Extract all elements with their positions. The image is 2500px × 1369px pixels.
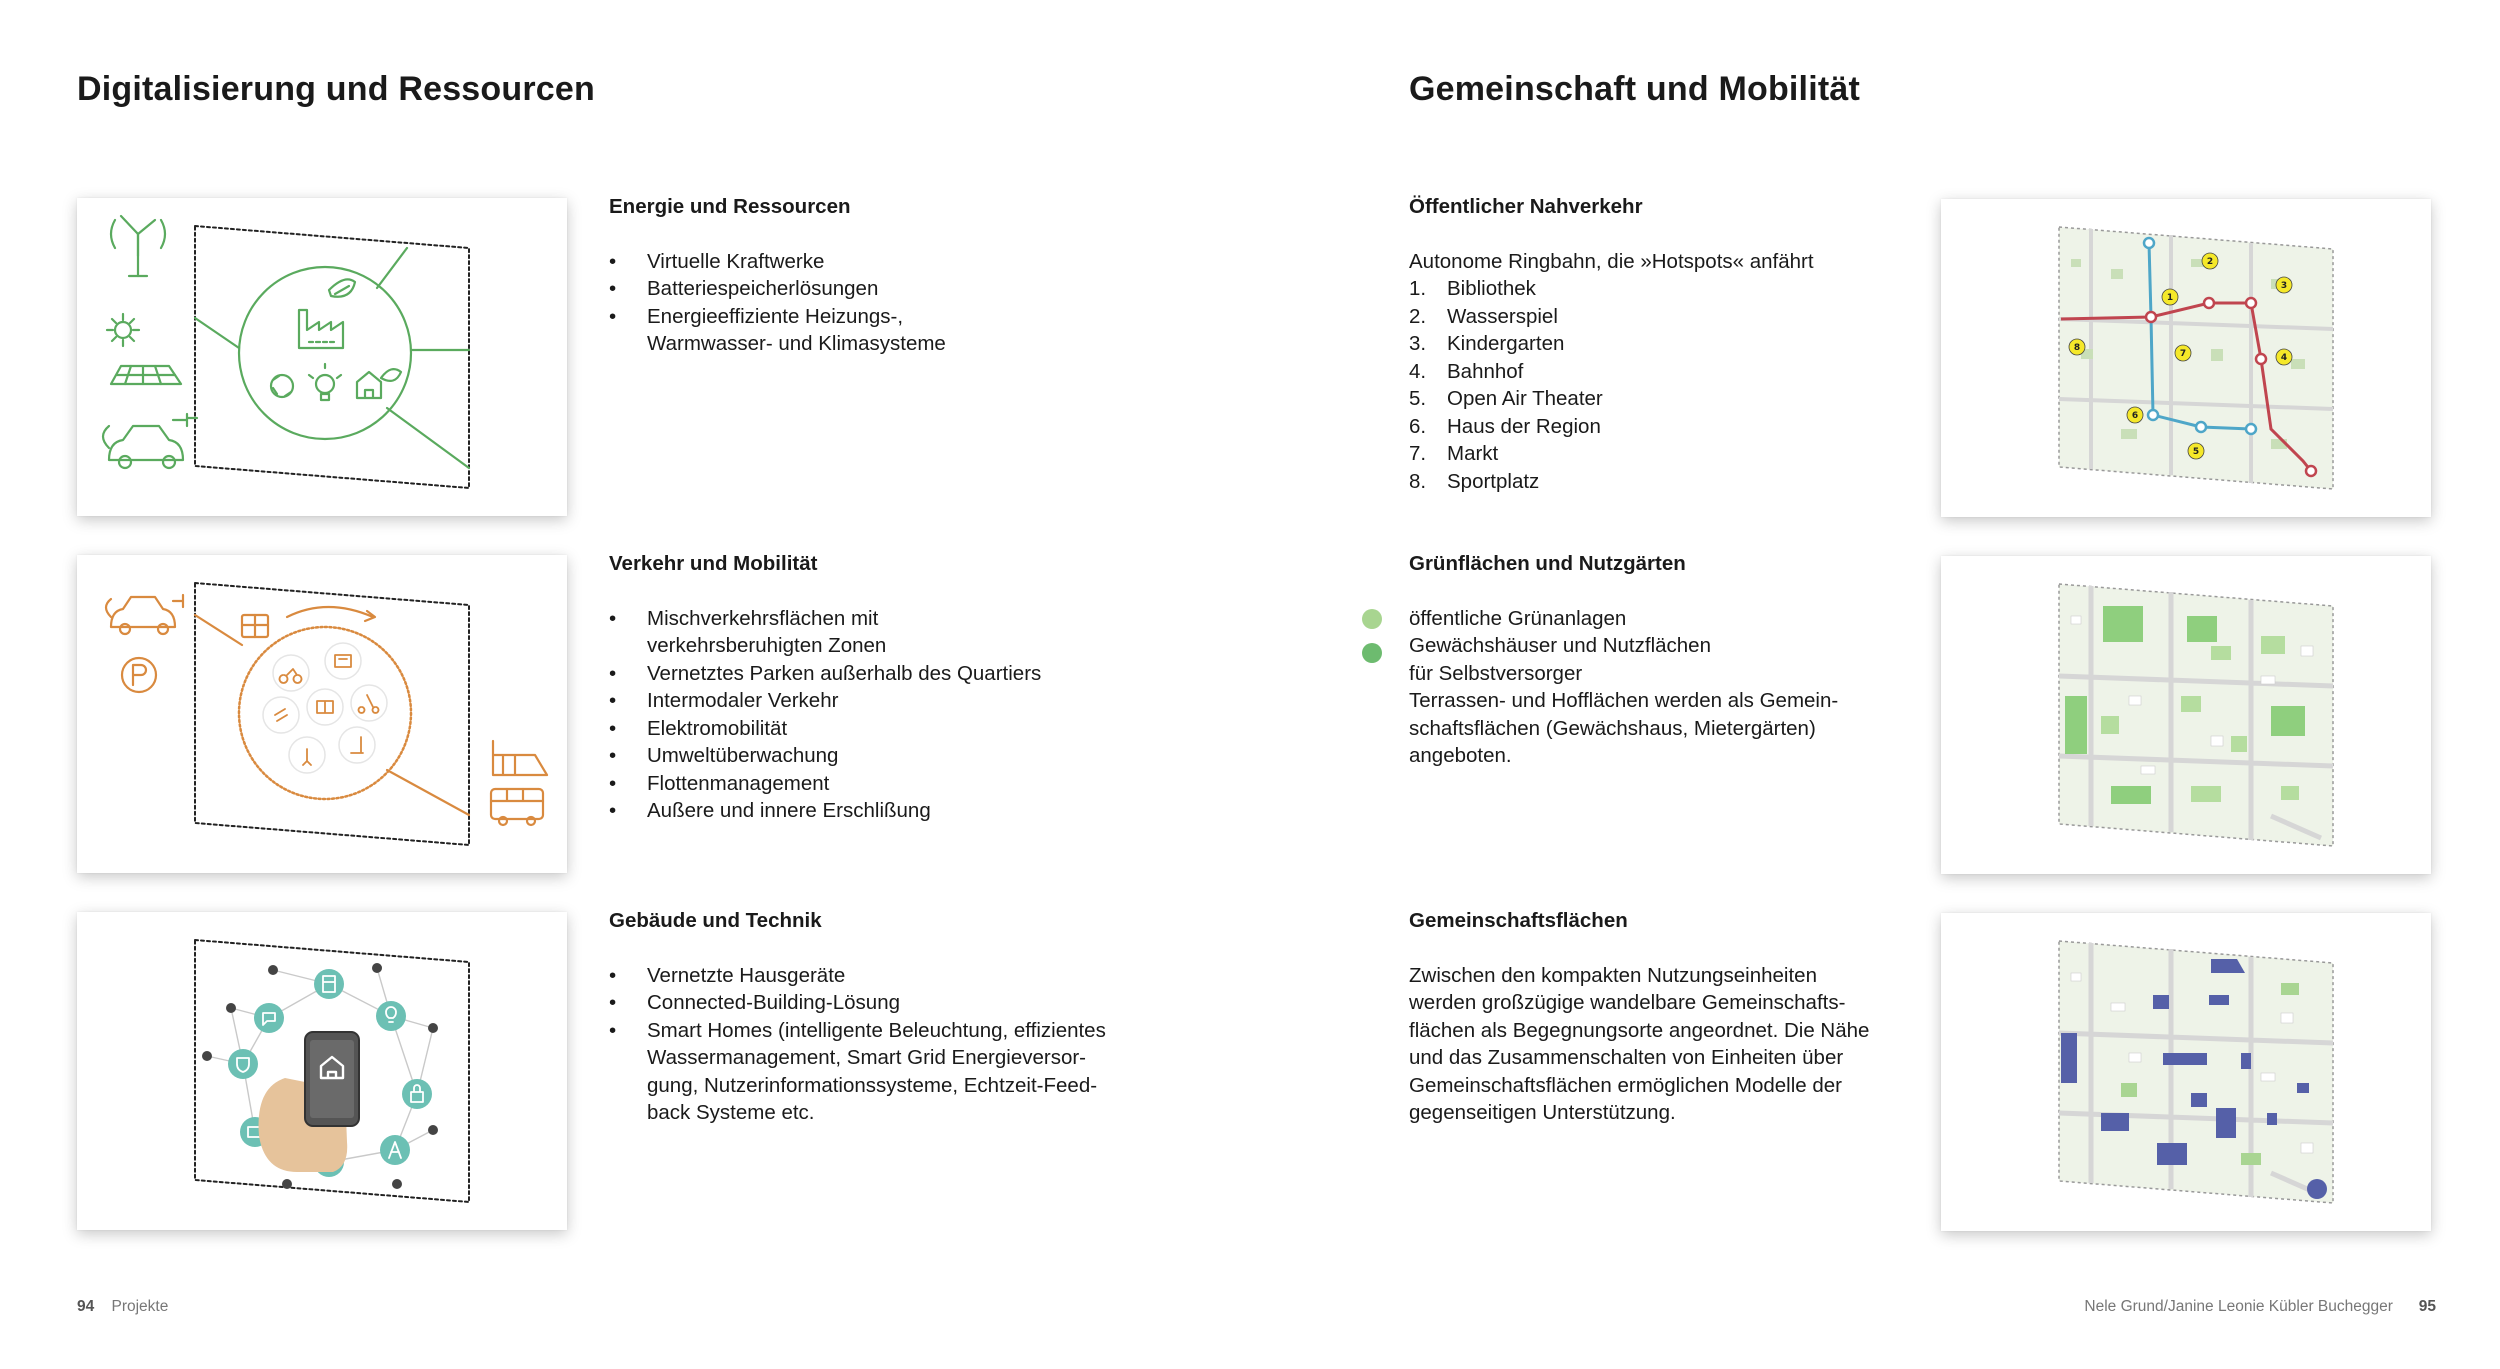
energy-heading: Energie und Ressourcen (609, 195, 851, 218)
legend-green-dot (1362, 643, 1382, 663)
list-item-label: Sportplatz (1447, 469, 1540, 493)
list-item: • Außere und innere Erschlißung (609, 797, 1169, 825)
list-item: • Flottenmanagement (609, 770, 1169, 798)
footer-left (77, 1298, 168, 1316)
list-item: • Umweltüberwachung (609, 742, 1169, 770)
footer-right (2084, 1298, 2436, 1316)
house-leaf-icon (357, 369, 401, 398)
list-item: • Virtuelle Kraftwerke (609, 248, 1129, 276)
map-label: 3 (2280, 281, 2288, 291)
list-item: • Connected-Building-Lösung (609, 989, 1209, 1017)
electric-car-icon (106, 595, 183, 634)
list-item (1409, 413, 1909, 441)
list-item-line: Mischverkehrsflächen mit (647, 606, 879, 630)
mobility-text (609, 550, 1169, 825)
list-item-label: Haus der Region (1447, 414, 1601, 438)
text-line: schaftsflächen (Gewächshaus, Mietergärten) (1409, 716, 1816, 740)
list-item (1409, 358, 1909, 386)
list-item: • Elektromobilität (609, 715, 1169, 743)
list-item (1409, 385, 1909, 413)
green-space-map (1941, 556, 2431, 874)
list-item-label: Open Air Theater (1447, 387, 1603, 410)
transit-text (1409, 193, 1909, 495)
wind-turbine-icon (111, 216, 165, 276)
list-item-line: gung, Nutzerinformationssysteme, Echtzeit-Feed- (647, 1073, 1098, 1097)
list-item: • Batteriespeicherlösungen (609, 275, 1129, 303)
energy-text (609, 193, 1129, 358)
left-page-title: Digitalisierung und Ressourcen (77, 70, 595, 108)
lightbulb-icon (309, 364, 341, 400)
text-line: werden großzügige wandelbare Gemeinschafts- (1409, 991, 1846, 1014)
list-number: 8. (1409, 469, 1427, 493)
transit-intro: Autonome Ringbahn, die »Hotspots« anfährt (1409, 249, 1814, 273)
text-line: Zwischen den kompakten Nutzungseinheiten (1409, 963, 1817, 987)
list-item: • Vernetztes Parken außerhalb des Quartiers (609, 660, 1169, 688)
author-credit: Nele Grund/Janine Leonie Kübler Buchegger (2084, 1298, 2393, 1315)
list-item-label: Markt (1447, 442, 1499, 465)
factory-leaf-icon (299, 279, 355, 348)
list-item-line: Warmwasser- und Klimasysteme (647, 332, 946, 355)
text-line: Gemeinschaftsflächen ermöglichen Modelle der (1409, 1073, 1843, 1097)
list-item-line: Smart Homes (intelligente Beleuchtung, effizientes (647, 1018, 1106, 1042)
list-item (1409, 468, 1909, 496)
energy-illustration (77, 198, 567, 516)
section-label: Projekte (111, 1298, 169, 1315)
green-text (1409, 550, 1909, 770)
list-item (609, 303, 1129, 358)
green-heading: Grünflächen und Nutzgärten (1409, 552, 1686, 575)
text-line: angeboten. (1409, 744, 1512, 767)
parking-garage-icon (493, 741, 547, 775)
solar-panel-icon (107, 314, 181, 384)
hand-phone-icon (259, 1032, 359, 1172)
list-item-label: Bahnhof (1447, 359, 1524, 383)
list-item (1409, 440, 1909, 468)
list-item-line: back Systeme etc. (647, 1101, 815, 1124)
parking-icon (122, 658, 156, 692)
mobility-heading: Verkehr und Mobilität (609, 552, 818, 575)
transit-heading: Öffentlicher Nahverkehr (1409, 195, 1643, 218)
transit-map (1941, 199, 2431, 517)
list-number: 2. (1409, 304, 1427, 328)
tech-heading: Gebäude und Technik (609, 909, 822, 932)
recycle-icon (271, 375, 293, 397)
package-icon (242, 615, 268, 637)
list-item-line: Energieeffiziente Heizungs-, (647, 304, 904, 328)
electric-car-icon (103, 414, 197, 468)
list-item (1409, 303, 1909, 331)
list-item (1409, 330, 1909, 358)
legend-light-green-dot (1362, 609, 1382, 629)
list-item-line: Wassermanagement, Smart Grid Energieversor- (647, 1046, 1086, 1069)
text-line: und das Zusammenschalten von Einheiten über (1409, 1046, 1844, 1069)
list-number: 7. (1409, 442, 1427, 465)
list-number: 6. (1409, 414, 1427, 438)
page-number: 95 (2418, 1298, 2436, 1315)
list-item-label: Bibliothek (1447, 277, 1536, 300)
list-item (609, 1017, 1209, 1127)
list-number: 4. (1409, 359, 1427, 383)
map-label: 1 (2166, 293, 2174, 303)
list-number: 5. (1409, 387, 1427, 410)
community-space-map (1941, 913, 2431, 1231)
community-text (1409, 907, 1929, 1127)
list-item: • Intermodaler Verkehr (609, 687, 1169, 715)
list-item: • Vernetzte Hausgeräte (609, 962, 1209, 990)
page-number: 94 (77, 1298, 95, 1315)
right-page-title: Gemeinschaft und Mobilität (1409, 70, 1861, 108)
mobility-illustration (77, 555, 567, 873)
map-label: 5 (2192, 447, 2200, 457)
text-line: öffentliche Grünanlagen (1409, 606, 1627, 630)
list-item-label: Wasserspiel (1447, 304, 1558, 328)
map-label: 8 (2073, 343, 2081, 353)
text-line: flächen als Begegnungsorte angeordnet. Die Nähe (1409, 1018, 1870, 1042)
list-item-label: Kindergarten (1447, 332, 1565, 355)
bus-icon (491, 789, 543, 825)
tech-text (609, 907, 1209, 1127)
list-number: 1. (1409, 277, 1427, 300)
community-heading: Gemeinschaftsflächen (1409, 909, 1628, 932)
text-line: für Selbstversorger (1409, 661, 1583, 685)
list-number: 3. (1409, 332, 1427, 355)
text-line: Terrassen- und Hofflächen werden als Gemein- (1409, 689, 1839, 712)
map-label: 7 (2179, 349, 2187, 359)
map-label: 2 (2206, 257, 2214, 267)
text-line: gegenseitigen Unterstützung. (1409, 1101, 1676, 1124)
list-item (609, 605, 1169, 660)
map-label: 4 (2280, 353, 2288, 363)
smart-building-illustration (77, 912, 567, 1230)
text-line: Gewächshäuser und Nutzflächen (1409, 634, 1711, 657)
map-label: 6 (2131, 411, 2139, 421)
list-item-line: verkehrsberuhigten Zonen (647, 634, 887, 657)
list-item (1409, 275, 1909, 303)
